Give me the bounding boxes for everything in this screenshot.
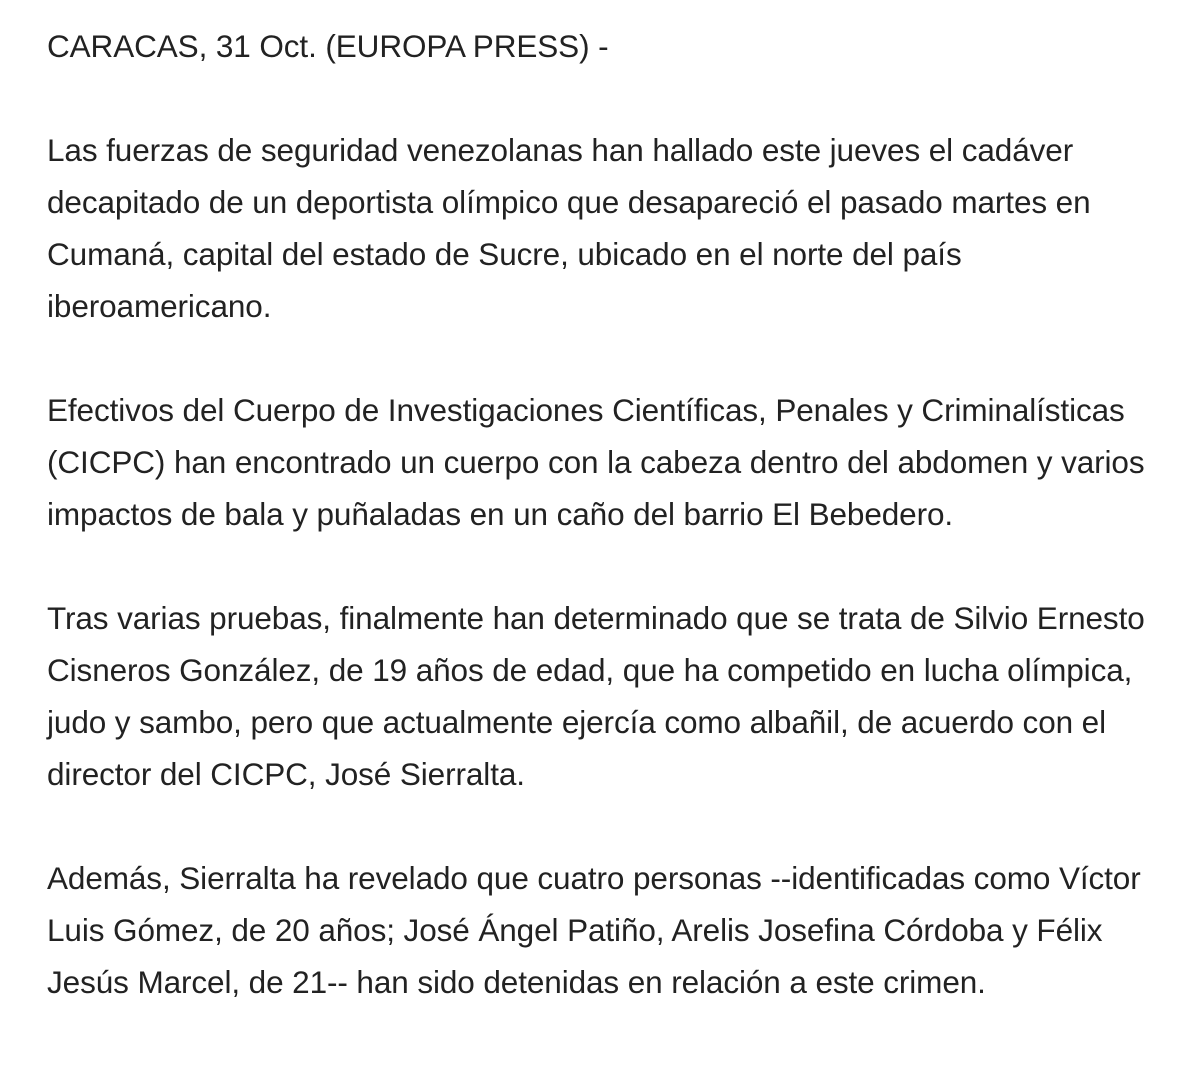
article-paragraph: Tras varias pruebas, finalmente han determinado que se trata de Silvio Ernesto Cisneros González, de 19 años de edad, que ha competido en lucha olímpica, judo y sambo, pero que actualmente ejercía como albañil, de acuerdo con el director del CICPC, José Sierralta. <box>47 600 1145 792</box>
article-paragraph: Además, Sierralta ha revelado que cuatro personas --identificadas como Víctor Luis Gómez, de 20 años; José Ángel Patiño, Arelis Josefina Córdoba y Félix Jesús Marcel, de 21-- han sido detenidas en relación a este crimen. <box>47 860 1141 1000</box>
article-paragraph: Efectivos del Cuerpo de Investigaciones Científicas, Penales y Criminalísticas (CICPC) han encontrado un cuerpo con la cabeza dentro del abdomen y varios impactos de bala y puñaladas en un caño del barrio El Bebedero. <box>47 392 1145 532</box>
article-paragraph: Las fuerzas de seguridad venezolanas han hallado este jueves el cadáver decapitado de un deportista olímpico que desapareció el pasado martes en Cumaná, capital del estado de Sucre, ubicado en el norte del país iberoamericano. <box>47 132 1091 324</box>
article-body <box>47 20 1182 1008</box>
article-dateline: CARACAS, 31 Oct. (EUROPA PRESS) - <box>47 28 609 64</box>
